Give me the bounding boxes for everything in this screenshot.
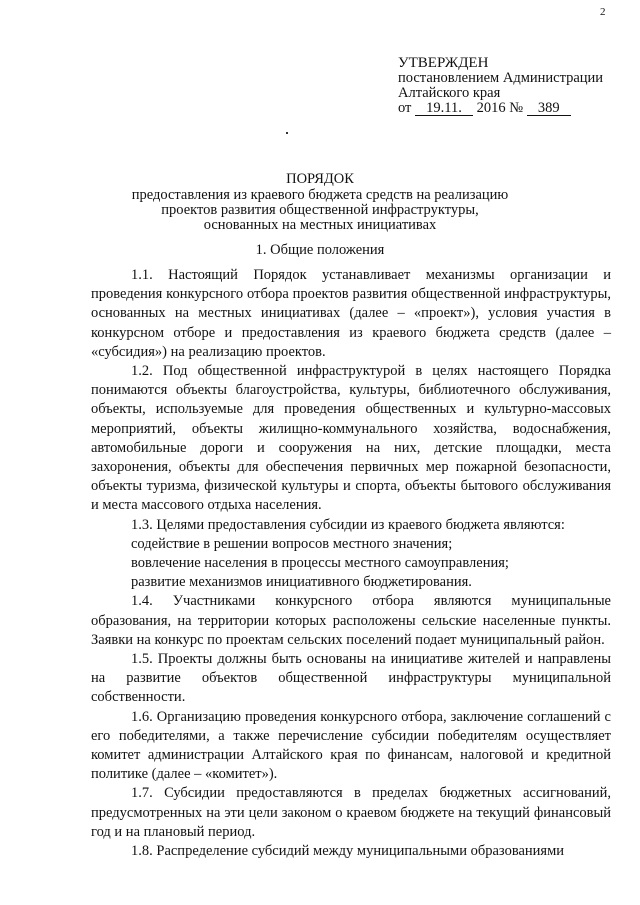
paragraph-1-2: 1.2. Под общественной инфраструктурой в целях настоящего Порядка понимаются объекты благоустройства, культуры, библиотечного обслуживания, объекты, используемые для проведения общественных и культурно-массовых мероприятий, объекты жилищно-коммунального хозяйства, водоснабжения, автомобильные дороги и сооружения на них, детские площадки, места захоронения, объекты для обеспечения первичных мер пожарной безопасности, объекты туризма, физической культуры и спорта, объекты бытового обслуживания и места массового отдыха населения.	[91, 363, 611, 514]
approval-date-line	[398, 101, 603, 116]
paragraph-1-5: 1.5. Проекты должны быть основаны на инициативе жителей и направлены на развитие объектов общественной инфраструктуры муниципальной собственности.	[91, 651, 611, 706]
paragraph-1-8: 1.8. Распределение субсидий между муниципальными образованиями	[131, 843, 565, 860]
scan-speck	[286, 132, 288, 134]
goal-item-1: содействие в решении вопросов местного значения;	[131, 535, 453, 552]
approval-line-1: постановлением Администрации	[398, 70, 604, 86]
section-heading: 1. Общие положения	[255, 242, 385, 258]
document-title: ПОРЯДОК	[286, 171, 354, 187]
document-subtitle-line-2: проектов развития общественной инфраструктуры,	[161, 202, 479, 218]
goal-item-3: развитие механизмов инициативного бюджетирования.	[131, 574, 472, 591]
approval-stamp-block	[398, 56, 603, 116]
paragraph-1-4: 1.4. Участниками конкурсного отбора являются муниципальные образования, на территории которых расположены сельские населенные пункты. Заявки на конкурс по проектам сельских поселений подает муниципальный район.	[91, 593, 611, 648]
document-body	[91, 266, 611, 861]
page-number: 2	[600, 6, 606, 18]
approval-year: 2016 №	[476, 100, 524, 116]
approval-heading: УТВЕРЖДЕН	[398, 55, 489, 71]
document-subtitle-line-1: предоставления из краевого бюджета средств на реализацию	[131, 187, 509, 203]
approval-date-value: 19.11.	[415, 102, 473, 116]
paragraph-1-1: 1.1. Настоящий Порядок устанавливает механизмы организации и проведения конкурсного отбора проектов развития общественной инфраструктуры, основанных на местных инициативах (далее – «проект»), условия участия в конкурсном отборе и предоставления из краевого бюджета средств (далее – «субсидия») на реализацию проектов.	[91, 267, 611, 360]
approval-date-prefix: от	[398, 100, 412, 116]
document-subtitle-line-3: основанных на местных инициативах	[203, 217, 437, 233]
goal-item-2: вовлечение населения в процессы местного самоуправления;	[131, 555, 509, 572]
approval-number: 389	[527, 102, 571, 116]
paragraph-1-7: 1.7. Субсидии предоставляются в пределах бюджетных ассигнований, предусмотренных на эти цели законом о краевом бюджете на текущий финансовый год и на плановый период.	[91, 785, 611, 840]
paragraph-1-3: 1.3. Целями предоставления субсидии из краевого бюджета являются:	[131, 516, 565, 533]
approval-line-2: Алтайского края	[398, 85, 501, 101]
paragraph-1-6: 1.6. Организацию проведения конкурсного отбора, заключение соглашений с его победителями, а также перечисление субсидии победителям осуществляет комитет администрации Алтайского края по финансам, налоговой и кредитной политике (далее – «комитет»).	[91, 708, 611, 783]
